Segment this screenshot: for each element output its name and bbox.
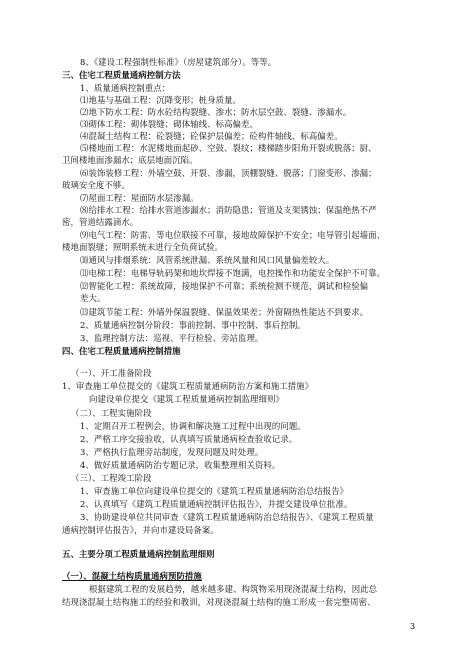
text-line: ⑽通风与排烟系统：风管系统泄漏、系统风量和风口风量偏差较大。 — [80, 255, 335, 265]
text-line: 结现浇混凝土结构施工的经验和教训，对现浇混凝土结构的施工形成一套完整周密、 — [62, 597, 376, 607]
text-line: 3、协助建设单位共同审查《建筑工程质量通病防治总结报告》、《建筑工程质量 — [80, 512, 374, 522]
text-line: ⑴地基与基础工程：沉降变形；桩身质量。 — [80, 95, 242, 105]
text-line: 通病控制评估报告》，并向市建设局备案。 — [62, 525, 219, 535]
text-line: 2、严格工序交接验收，认真填写质量通病检查验收记录。 — [80, 434, 298, 444]
text-line: 差大。 — [80, 293, 106, 303]
text-line: 1、质量通病控制重点： — [80, 83, 171, 93]
text-line: 五、主要分项工程质量通病控制监理细则 — [62, 549, 215, 559]
text-line: （二）、工程实施阶段 — [71, 408, 152, 418]
text-line: ⑸楼地面工程：水泥楼地面起砂、空鼓、裂纹；楼梯踏步阳角开裂或脱落；厨、 — [80, 143, 377, 153]
text-line: ⑾电梯工程：电梯导轨码架和地坎焊接不饱满，电控操作和功能安全保护不可靠。 — [80, 268, 386, 278]
page-number: 3 — [410, 622, 416, 631]
text-line: ⑺屋面工程：屋面防水层渗漏。 — [80, 193, 199, 203]
text-line: 8、《建设工程强制性标准》（房屋建筑部分）。等等。 — [80, 57, 277, 67]
text-line: 1、审查施工单位向建设单位提交的《建筑工程质量通病防治总结报告》 — [80, 486, 349, 496]
text-line: 根据建筑工程的发展趋势，越来越多建、构筑物采用现浇混凝土结构，因此总 — [89, 584, 378, 594]
text-line: 3、严格执行监理旁站制度，发现问题及时处理。 — [80, 447, 264, 457]
text-line: 3、监理控制方法：巡视、平行检验、旁站监理。 — [80, 333, 264, 343]
text-line: ⒀建筑节能工程：外墙外保温裂缝、保温效果差；外窗隔热性能达不到要求。 — [80, 307, 369, 317]
text-line: 玻璃安全度不够。 — [62, 180, 130, 190]
text-line: ⑵地下防水工程：防水砼结构裂缝、渗水；防水层空鼓、裂缝、渗漏水。 — [80, 107, 352, 117]
text-line: ⑻给排水工程：给排水管道渗漏水；消防隐患；管道及支架锈蚀；保温绝热不严 — [80, 205, 377, 215]
text-line: 楼地面裂缝；照明系统未进行全负荷试验。 — [62, 242, 224, 252]
text-line: ⑹装饰装修工程：外墙空鼓、开裂、渗漏，顶棚裂缝、脱落；门窗变形、渗漏； — [80, 168, 377, 178]
text-line: （三）、工程竣工阶段 — [71, 473, 152, 483]
text-line: ⑼电气工程：防雷、等电位联接不可靠，接地故障保护不安全；电导管引起墙面、 — [80, 230, 386, 240]
text-line: 2、认真填写《建筑工程质量通病控制评估报告》，并提交建设单位批准。 — [80, 499, 353, 509]
text-line: 卫间楼地面渗漏水；底层地面沉陷。 — [62, 155, 198, 165]
text-line: 四、住宅工程质量通病控制措施 — [62, 346, 181, 356]
text-line: 1、定期召开工程例会，协调和解决施工过程中出现的问题。 — [80, 421, 306, 431]
text-line: ⑷混凝土结构工程：砼裂缝；砼保护层偏差；砼构件轴线、标高偏差。 — [80, 131, 343, 141]
text-line: 1、审查施工单位提交的《建筑工程质量通病防治方案和施工措施》 — [62, 381, 314, 391]
text-line: ⑿智能化工程：系统故障，接地保护不可靠；系统检测不规范，调试和检验偏 — [80, 281, 369, 291]
text-line: 4、做好质量通病防治专题记录，收集整理相关资料。 — [80, 460, 281, 470]
text-line: （一）、开工准备阶段 — [71, 368, 152, 378]
text-line: 三、住宅工程质量通病控制方法 — [62, 70, 181, 80]
text-line: 2、质量通病控制分阶段：事前控制、事中控制、事后控制。 — [80, 320, 306, 330]
text-line: 向建设单位提交《建筑工程质量通病控制监理细则》 — [89, 394, 284, 404]
text-line: 密，管道结露滴水。 — [62, 217, 139, 227]
text-line: ⑶砌体工程：砌体裂缝；砌体轴线、标高偏差。 — [80, 119, 258, 129]
text-line: （一）、混凝土结构质量通病预防措施 — [62, 571, 202, 581]
